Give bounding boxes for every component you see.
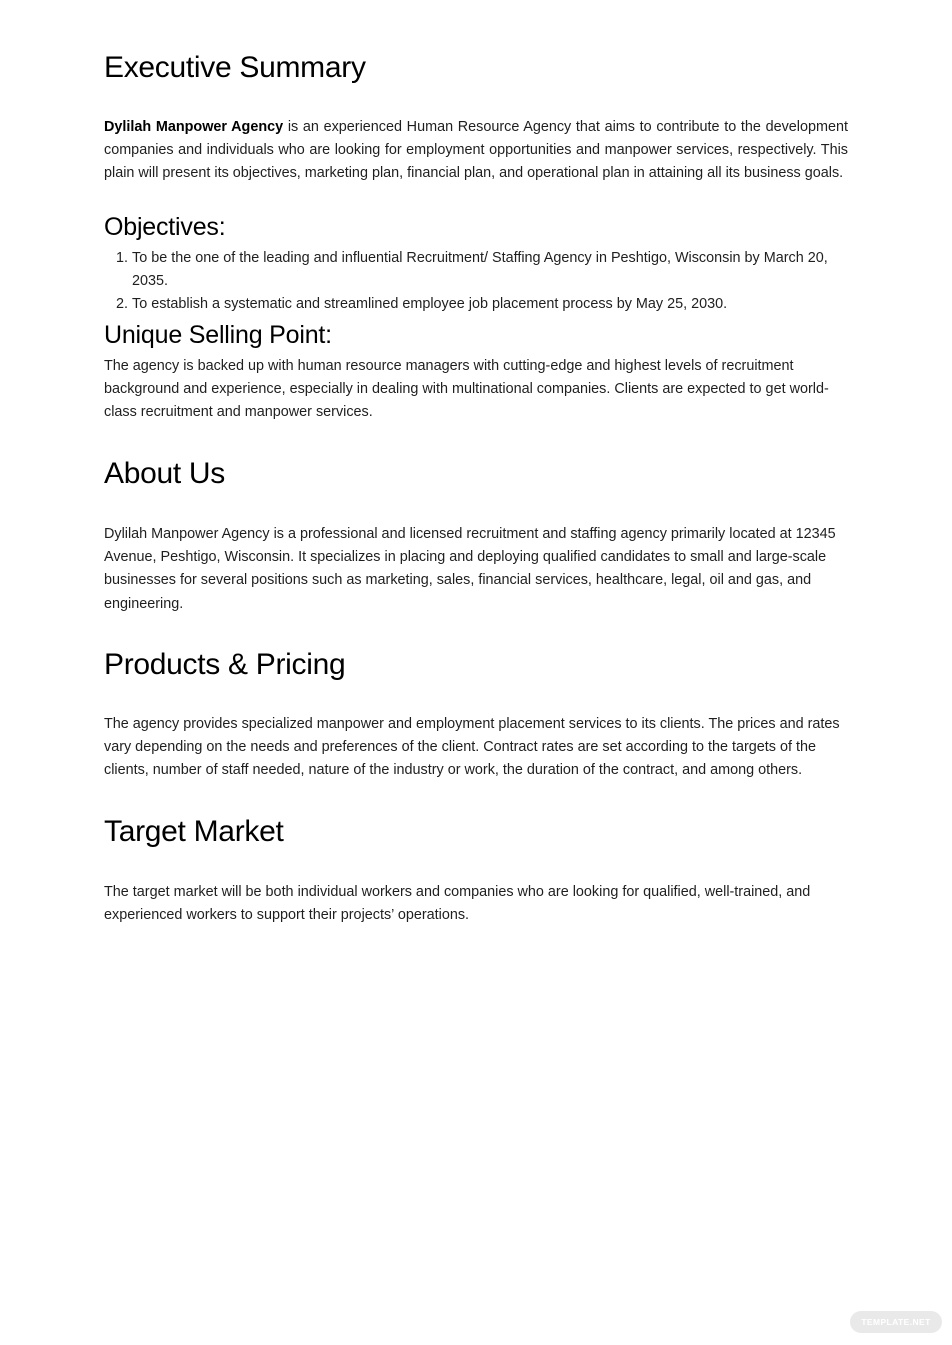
template-watermark-badge — [850, 1311, 942, 1333]
executive-summary-paragraph — [104, 116, 848, 186]
target-market-heading: Target Market — [104, 815, 284, 848]
objective-item-2: 2. To establish a systematic and streamlined employee job placement process by May 25, 2030. — [132, 293, 848, 316]
watermark-label: TEMPLATE.NET — [861, 1317, 931, 1327]
objectives-heading: Objectives: — [104, 213, 226, 241]
about-us-heading: About Us — [104, 457, 225, 490]
products-pricing-paragraph: The agency provides specialized manpower and employment placement services to its clients. The prices and rates vary depending on the needs and preferences of the client. Contract rates are set according to the targets of the clients, number of staff needed, nature of the industry or work, the duration of the contract, and among others. — [104, 716, 840, 779]
about-us-paragraph: Dylilah Manpower Agency is a professional and licensed recruitment and staffing agency primarily located at 12345 Avenue, Peshtigo, Wisconsin. It specializes in placing and deploying qualified candidates to small and large-scale businesses for several positions such as marketing, sales, financial services, healthcare, legal, oil and gas, and engineering. — [104, 526, 836, 612]
objectives-list — [104, 247, 848, 317]
products-pricing-heading: Products & Pricing — [104, 648, 346, 681]
executive-summary-heading: Executive Summary — [104, 51, 366, 84]
target-market-paragraph: The target market will be both individual workers and companies who are looking for qualified, well-trained, and experienced workers to support their projects’ operations. — [104, 884, 811, 924]
usp-heading: Unique Selling Point: — [104, 321, 332, 349]
company-name: Dylilah Manpower Agency — [104, 119, 284, 135]
executive-summary-text: is an experienced Human Resource Agency that aims to contribute to the development companies and individuals who are looking for employment opportunities and manpower services, respectively. This plain will present its objectives, marketing plan, financial plan, and operational plan in attaining all its business goals. — [104, 119, 848, 182]
objective-item-1: 1. To be the one of the leading and influential Recruitment/ Staffing Agency in Peshtigo, Wisconsin by March 20, 2035. — [132, 247, 848, 293]
usp-paragraph: The agency is backed up with human resource managers with cutting-edge and highest levels of recruitment background and experience, especially in dealing with multinational companies. Clients are expected to get world-class recruitment and manpower services. — [104, 358, 829, 421]
